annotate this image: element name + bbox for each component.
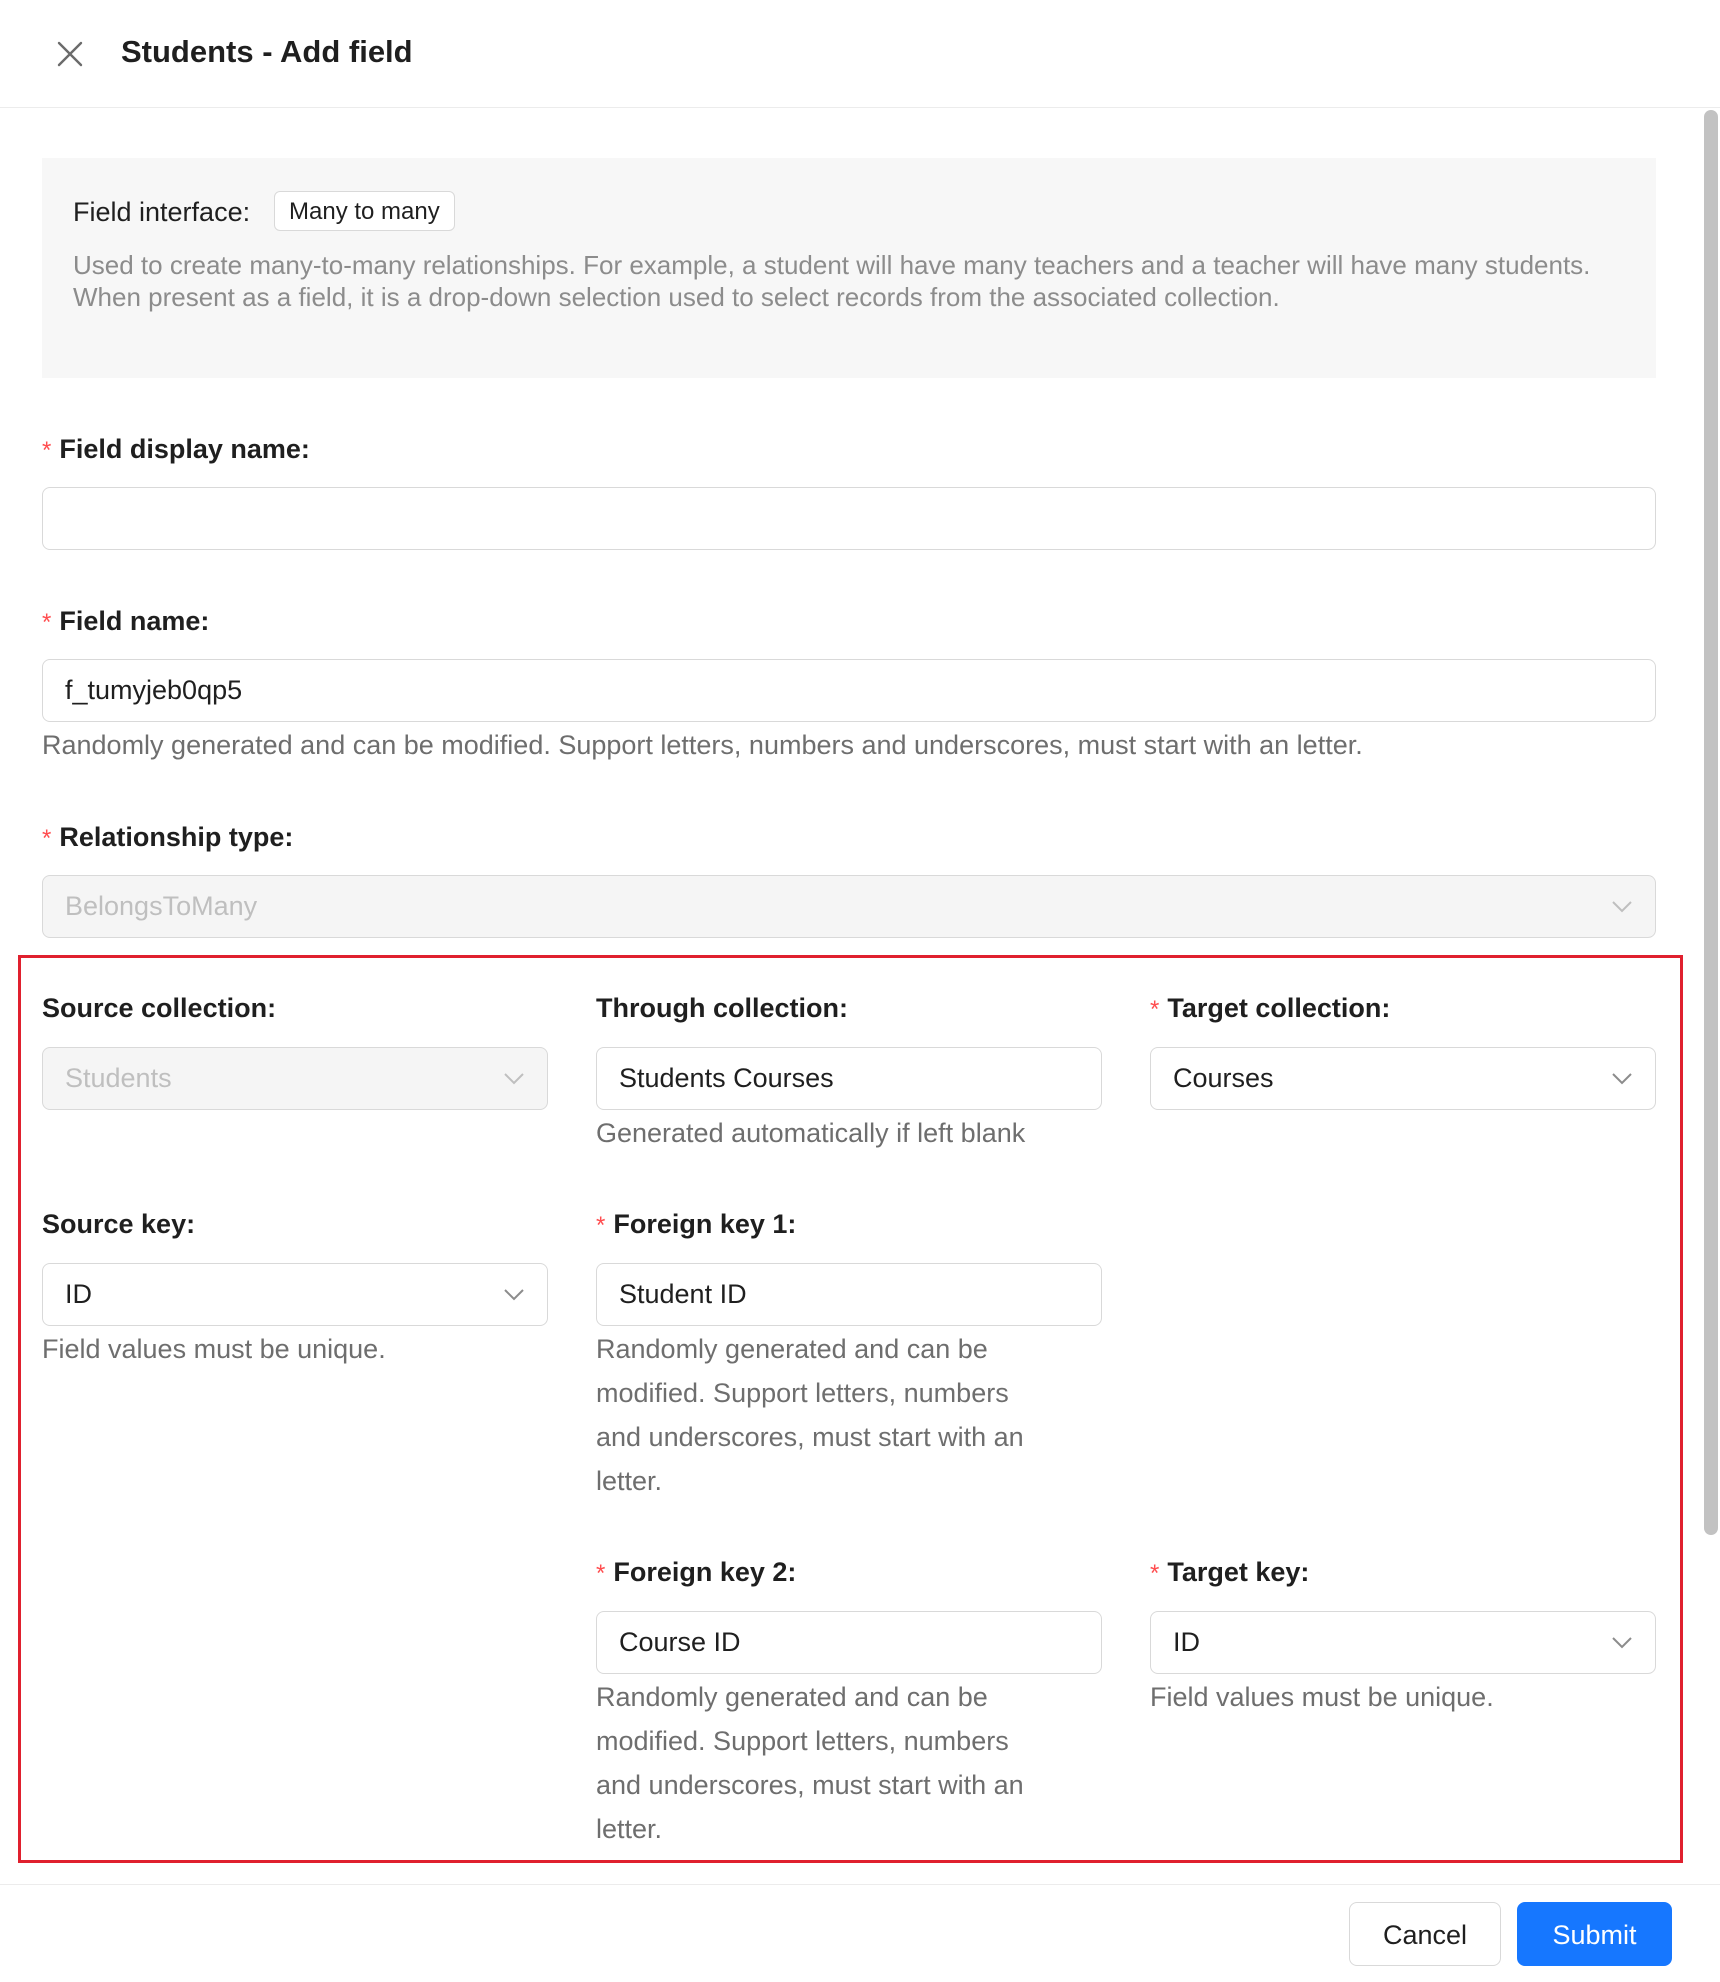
cancel-button[interactable]: Cancel [1349, 1902, 1501, 1966]
chevron-down-icon [1611, 1636, 1633, 1650]
foreign-key-2-label: * Foreign key 2: [596, 1557, 797, 1587]
submit-button[interactable]: Submit [1517, 1902, 1672, 1966]
field-interface-description: Used to create many-to-many relationships. For example, a student will have many teachers and a teacher will have many students. When present as a field, it is a drop-down selection used to select records from the associated collection. [73, 250, 1591, 312]
target-collection-value: Courses [1173, 1063, 1274, 1093]
required-mark: * [42, 825, 52, 852]
target-collection-label: * Target collection: [1150, 993, 1391, 1023]
drawer-header [0, 0, 1720, 108]
required-mark: * [1150, 996, 1160, 1023]
relationship-type-value: BelongsToMany [65, 891, 258, 921]
required-mark: * [42, 437, 52, 464]
field-interface-label: Field interface: [73, 197, 251, 227]
target-collection-select[interactable] [1150, 1047, 1656, 1110]
field-name-label: * Field name: [42, 606, 210, 636]
foreign-key-1-label: * Foreign key 1: [596, 1209, 797, 1239]
target-key-help: Field values must be unique. [1150, 1682, 1494, 1712]
required-mark: * [1150, 1560, 1160, 1587]
target-key-select[interactable] [1150, 1611, 1656, 1674]
chevron-down-icon [503, 1288, 525, 1302]
page-title: Students - Add field [121, 34, 413, 69]
drawer-footer [0, 1884, 1720, 1982]
relationship-type-label: * Relationship type: [42, 822, 294, 852]
foreign-key-1-input[interactable] [596, 1263, 1102, 1326]
target-key-value: ID [1173, 1627, 1200, 1657]
close-icon [56, 40, 84, 68]
foreign-key-2-help: Randomly generated and can be modified. Support letters, numbers and underscores, must start with an letter. [596, 1682, 1024, 1844]
target-key-label: * Target key: [1150, 1557, 1310, 1587]
relationship-type-select[interactable] [42, 875, 1656, 938]
source-key-help: Field values must be unique. [42, 1334, 386, 1364]
required-mark: * [596, 1212, 606, 1239]
chevron-down-icon [1611, 1072, 1633, 1086]
field-name-input[interactable] [42, 659, 1656, 722]
through-collection-label: Through collection: [596, 993, 848, 1023]
scrollbar[interactable] [1704, 110, 1718, 1535]
close-button[interactable] [50, 34, 90, 74]
through-collection-help: Generated automatically if left blank [596, 1118, 1026, 1148]
display-name-input[interactable] [42, 487, 1656, 550]
required-mark: * [596, 1560, 606, 1587]
source-collection-select[interactable] [42, 1047, 548, 1110]
source-collection-value: Students [65, 1063, 172, 1093]
required-mark: * [42, 609, 52, 636]
foreign-key-2-input[interactable] [596, 1611, 1102, 1674]
source-key-value: ID [65, 1279, 92, 1309]
source-key-label: Source key: [42, 1209, 196, 1239]
foreign-key-1-help: Randomly generated and can be modified. Support letters, numbers and underscores, must start with an letter. [596, 1334, 1024, 1496]
chevron-down-icon [1611, 900, 1633, 914]
source-collection-label: Source collection: [42, 993, 277, 1023]
source-key-select[interactable] [42, 1263, 548, 1326]
through-collection-input[interactable] [596, 1047, 1102, 1110]
field-name-help: Randomly generated and can be modified. Support letters, numbers and underscores, must start with an letter. [42, 730, 1363, 760]
chevron-down-icon [503, 1072, 525, 1086]
field-interface-tag: Many to many [274, 191, 455, 231]
field-interface-info [42, 158, 1656, 378]
display-name-label: * Field display name: [42, 434, 310, 464]
